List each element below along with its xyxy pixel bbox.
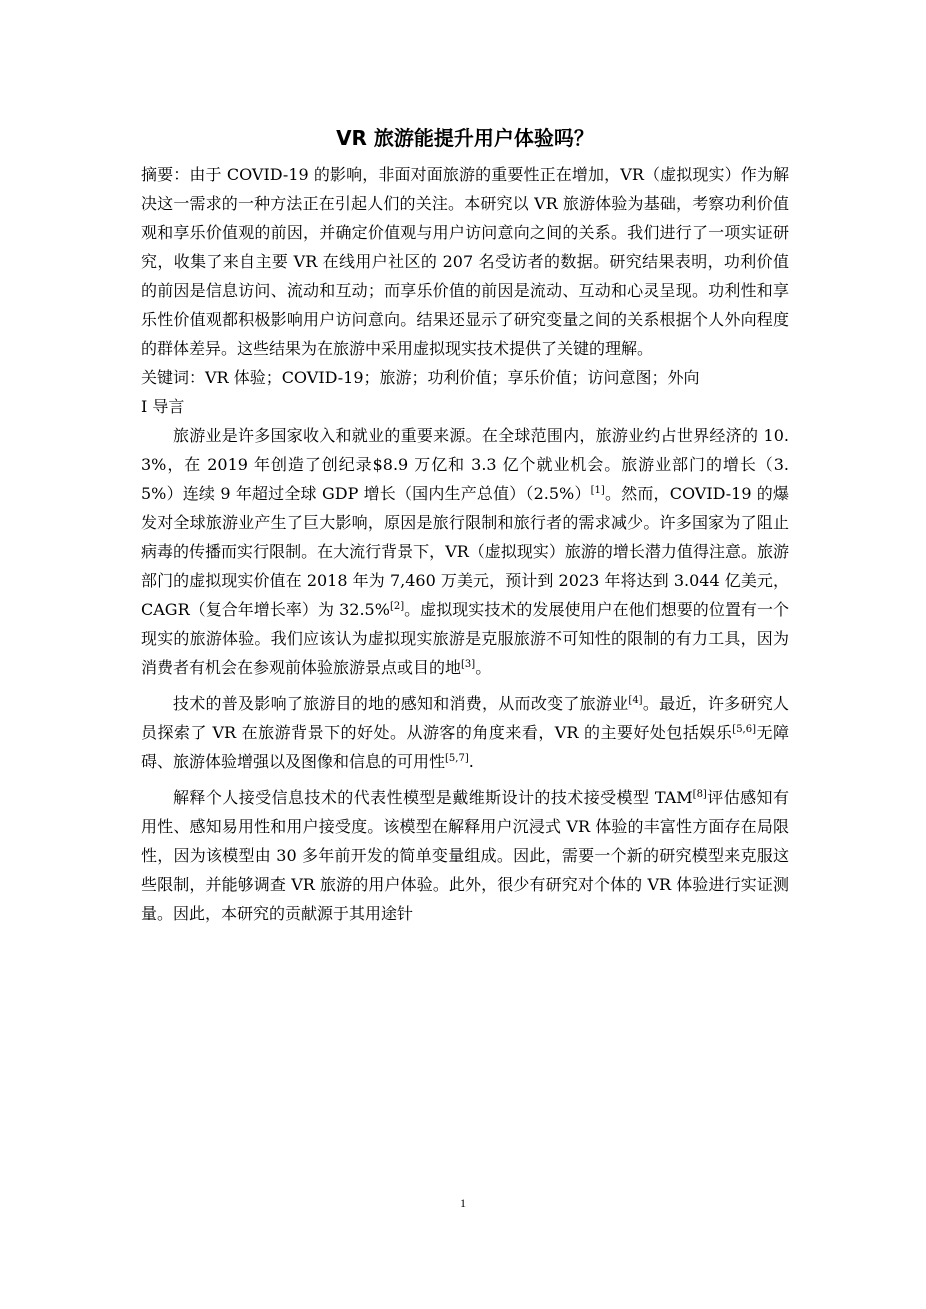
text-run: 。 (475, 658, 492, 677)
text-run: 。最近，许多研究人员探索了 VR 在旅游背景下的好处。从游客的角度来看，VR 的主要好处包括娱乐 (141, 694, 789, 742)
document-body (141, 122, 789, 928)
text-run: 评估感知有用性、感知易用性和用户接受度。该模型在解释用户沉浸式 VR 体验的丰富性方面存在局限性，因为该模型由 30 多年前开发的简单变量组成。因此，需要一个新的研究模型来克服这些限制，并能够调查 VR 旅游的用户体验。此外，很少有研究对个体的 VR 体验进行实证测量。因此，本研究的贡献源于其用途针 (141, 788, 789, 923)
citation-ref: [8] (692, 789, 707, 800)
text-run: 无障碍、旅游体验增强以及图像和信息的可用性 (141, 723, 789, 771)
citation-ref: [5,6] (732, 724, 757, 735)
intro-paragraph-3 (141, 783, 789, 928)
page-number: 1 (460, 1196, 466, 1210)
text-run: 解释个人接受信息技术的代表性模型是戴维斯设计的技术接受模型 TAM (173, 788, 693, 807)
citation-ref: [3] (461, 659, 476, 670)
citation-ref: [1] (590, 485, 605, 496)
text-run: 。虚拟现实技术的发展使用户在他们想要的位置有一个现实的旅游体验。我们应该认为虚拟现实旅游是克服旅游不可知性的限制的有力工具，因为消费者有机会在参观前体验旅游景点或目的地 (141, 600, 789, 677)
keywords-line: 关键词：VR 体验；COVID-19；旅游；功利价值；享乐价值；访问意图；外向 (141, 368, 700, 387)
text-run: 技术的普及影响了旅游目的地的感知和消费，从而改变了旅游业 (173, 694, 629, 713)
text-run: 旅游业是许多国家收入和就业的重要来源。在全球范围内，旅游业约占世界经济的 10.3%，在 2019 年创造了创纪录$8.9 万亿和 3.3 亿个就业机会。旅游业部门的增长（3.5%）连续 9 年超过全球 GDP 增长（国内生产总值）（2.5%） (141, 426, 789, 503)
intro-paragraph-1 (141, 421, 789, 682)
citation-ref: [5,7] (445, 753, 469, 764)
citation-ref: [2] (389, 601, 405, 612)
section-heading: I 导言 (141, 397, 185, 416)
text-run: 。然而，COVID-19 的爆发对全球旅游业产生了巨大影响，原因是旅行限制和旅行者的需求减少。许多国家为了阻止病毒的传播而实行限制。在大流行背景下，VR（虚拟现实）旅游的增长潜力值得注意。旅游部门的虚拟现实价值在 2018 年为 7,460 万美元，预计到 2023 年将达到 3.044 亿美元，CAGR（复合年增长率）为 32.5% (141, 484, 789, 619)
citation-ref: [4] (628, 695, 643, 706)
intro-paragraph-2 (141, 689, 789, 776)
text-run: . (468, 752, 474, 771)
abstract-paragraph: 摘要：由于 COVID-19 的影响，非面对面旅游的重要性正在增加，VR（虚拟现实）作为解决这一需求的一种方法正在引起人们的关注。本研究以 VR 旅游体验为基础，考察功利价值观和享乐价值观的前因，并确定价值观与用户访问意向之间的关系。我们进行了一项实证研究，收集了来自主要 VR 在线用户社区的 207 名受访者的数据。研究结果表明，功利价值的前因是信息访问、流动和互动；而享乐价值的前因是流动、互动和心灵呈现。功利性和享乐性价值观都积极影响用户访问意向。结果还显示了研究变量之间的关系根据个人外向程度的群体差异。这些结果为在旅游中采用虚拟现实技术提供了关键的理解。 (141, 165, 789, 358)
paper-title: VR 旅游能提升用户体验吗？ (336, 126, 594, 150)
